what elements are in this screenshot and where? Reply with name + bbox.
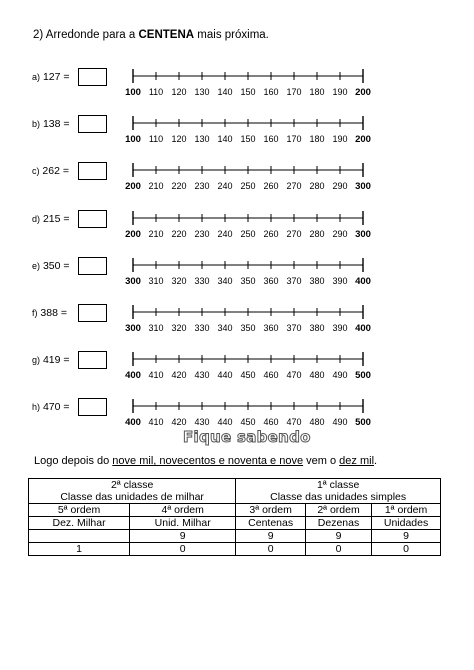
tick-label: 130 [194, 87, 210, 97]
answer-box[interactable] [78, 257, 107, 275]
tick-label: 490 [332, 417, 348, 428]
tick-label: 170 [286, 87, 302, 97]
tick-label: 230 [194, 181, 210, 192]
number-line [118, 349, 380, 385]
item-number: 215 = [42, 212, 70, 225]
tick-label: 300 [355, 228, 371, 240]
tick-label: 250 [240, 228, 256, 239]
answer-box[interactable] [78, 398, 107, 416]
title-suffix: mais próxima. [194, 29, 269, 41]
tick-label: 240 [217, 181, 233, 192]
tick-label: 240 [217, 228, 233, 239]
class1-name: Classe das unidades simples [270, 491, 407, 503]
value-cell: 9 [130, 530, 236, 543]
tick-label: 430 [194, 370, 210, 381]
answer-box[interactable] [78, 351, 107, 369]
tick-label: 100 [125, 87, 141, 98]
tick-label: 200 [125, 181, 141, 193]
tick-label: 260 [263, 181, 279, 192]
tick-label: 400 [125, 417, 141, 429]
name-cell: Centenas [236, 517, 306, 530]
value-cell: 0 [236, 543, 306, 556]
order-cell: 4ª ordem [130, 504, 236, 517]
tick-label: 230 [194, 228, 210, 239]
item-number: 127 = [42, 71, 70, 83]
answer-box[interactable] [78, 68, 107, 86]
tick-label: 360 [263, 275, 279, 286]
name-cell: Unidades [372, 517, 441, 530]
item-number: 262 = [42, 165, 69, 178]
tick-label: 220 [171, 181, 187, 192]
tick-label: 110 [148, 87, 164, 97]
tick-label: 500 [355, 370, 371, 382]
tick-label: 450 [240, 370, 256, 381]
tick-label: 320 [171, 323, 187, 333]
tick-label: 430 [194, 417, 210, 428]
item-label [32, 307, 78, 319]
class1-cell [236, 479, 441, 504]
item-number: 419 = [42, 354, 70, 367]
value-cell: 1 [29, 543, 130, 556]
tick-label: 490 [332, 370, 348, 381]
tick-label: 150 [240, 134, 256, 145]
item-label [32, 260, 78, 272]
item-letter: b) [32, 119, 41, 130]
tick-label: 380 [309, 275, 325, 286]
tick-label: 180 [309, 134, 325, 145]
exercise-title [33, 29, 269, 41]
tick-label: 200 [125, 228, 141, 240]
answer-box[interactable] [78, 115, 107, 133]
tick-label: 160 [263, 134, 279, 145]
class2-label: 2ª classe [110, 479, 154, 491]
tick-label: 450 [240, 417, 256, 428]
class2-name: Classe das unidades de milhar [60, 491, 204, 503]
tick-label: 320 [171, 275, 187, 286]
tick-label: 210 [148, 181, 164, 192]
para-underline-1: nove mil, novecentos e noventa e nove [112, 455, 304, 467]
tick-label: 390 [332, 323, 348, 333]
class1-label: 1ª classe [316, 479, 360, 491]
tick-label: 120 [171, 87, 187, 97]
tick-label: 340 [217, 323, 233, 333]
order-cell: 1ª ordem [372, 504, 441, 517]
tick-label: 100 [125, 134, 141, 146]
item-letter: e) [32, 260, 41, 271]
tick-label: 270 [286, 181, 302, 192]
tick-label: 350 [240, 275, 256, 286]
tick-label: 420 [171, 370, 187, 381]
tick-label: 130 [194, 134, 210, 145]
title-bold: CENTENA [138, 29, 195, 41]
tick-label: 280 [309, 181, 325, 192]
tick-label: 440 [217, 417, 233, 428]
fique-sabendo-heading: Fique sabendo [183, 428, 311, 446]
name-row [29, 517, 441, 530]
number-line [118, 396, 380, 432]
tick-label: 290 [332, 228, 348, 239]
tick-label: 300 [125, 323, 141, 334]
tick-label: 250 [240, 181, 256, 192]
para-text-1: Logo depois do [34, 455, 113, 467]
tick-label: 500 [355, 417, 371, 429]
number-line [118, 66, 380, 102]
item-number: 138 = [42, 118, 70, 131]
tick-label: 410 [148, 417, 164, 428]
para-text-2: vem o [303, 455, 340, 467]
tick-label: 310 [148, 275, 164, 286]
tick-label: 120 [171, 134, 187, 145]
value-cell: 0 [372, 543, 441, 556]
tick-label: 150 [240, 87, 256, 97]
number-line [118, 208, 380, 244]
tick-label: 460 [263, 417, 279, 428]
tick-label: 290 [332, 181, 348, 192]
para-underline-2: dez mil [339, 455, 375, 467]
number-line [118, 302, 380, 338]
item-letter: f) [32, 308, 38, 318]
value-row-b [29, 543, 441, 556]
value-cell: 9 [305, 530, 371, 543]
value-row-a [29, 530, 441, 543]
tick-label: 160 [263, 87, 279, 97]
tick-label: 370 [286, 275, 302, 286]
class2-cell [29, 479, 236, 504]
number-line [118, 255, 380, 291]
value-cell: 9 [372, 530, 441, 543]
item-letter: d) [32, 213, 41, 224]
tick-label: 210 [148, 228, 164, 239]
item-number: 350 = [42, 259, 70, 272]
order-cell: 3ª ordem [236, 504, 306, 517]
value-cell: 0 [305, 543, 371, 556]
tick-label: 480 [309, 370, 325, 381]
tick-label: 260 [263, 228, 279, 239]
name-cell: Dezenas [305, 517, 371, 530]
item-letter: c) [32, 166, 40, 177]
answer-box[interactable] [78, 210, 107, 228]
tick-label: 180 [309, 87, 325, 97]
tick-label: 170 [286, 134, 302, 145]
tick-label: 460 [263, 370, 279, 381]
tick-label: 400 [355, 323, 371, 334]
para-text-3: . [374, 455, 378, 467]
tick-label: 140 [217, 134, 233, 145]
tick-label: 380 [309, 323, 325, 333]
item-label [32, 165, 78, 177]
tick-label: 470 [286, 417, 302, 428]
tick-label: 200 [355, 87, 371, 98]
value-cell [29, 530, 130, 543]
item-number: 388 = [40, 307, 67, 319]
name-cell: Dez. Milhar [29, 517, 130, 530]
title-prefix: 2) Arredonde para a [33, 29, 139, 41]
order-cell: 2ª ordem [305, 504, 371, 517]
tick-label: 350 [240, 323, 256, 333]
item-label [32, 401, 78, 413]
tick-label: 140 [217, 87, 233, 97]
tick-label: 420 [171, 417, 187, 428]
tick-label: 480 [309, 417, 325, 428]
tick-label: 410 [148, 370, 164, 381]
tick-label: 470 [286, 370, 302, 381]
place-value-table [28, 478, 441, 556]
class-row [29, 479, 441, 504]
number-line [118, 113, 380, 149]
tick-label: 300 [355, 181, 371, 193]
tick-label: 200 [355, 134, 371, 146]
info-paragraph [34, 455, 377, 467]
item-label [32, 354, 78, 366]
tick-label: 370 [286, 323, 302, 333]
item-number: 470 = [42, 401, 70, 414]
tick-label: 310 [148, 323, 164, 333]
tick-label: 190 [332, 87, 348, 97]
item-letter: a) [32, 72, 41, 82]
tick-label: 110 [148, 134, 164, 145]
tick-label: 390 [332, 275, 348, 286]
order-row [29, 504, 441, 517]
tick-label: 330 [194, 275, 210, 286]
tick-label: 330 [194, 323, 210, 333]
tick-label: 340 [217, 275, 233, 286]
tick-label: 360 [263, 323, 279, 333]
item-letter: g) [32, 355, 41, 366]
value-cell: 9 [236, 530, 306, 543]
item-label [32, 71, 78, 83]
answer-box[interactable] [78, 162, 107, 180]
item-letter: h) [32, 402, 41, 413]
name-cell: Unid. Milhar [130, 517, 236, 530]
tick-label: 400 [125, 370, 141, 382]
tick-label: 270 [286, 228, 302, 239]
tick-label: 190 [332, 134, 348, 145]
order-cell: 5ª ordem [29, 504, 130, 517]
number-line [118, 160, 380, 196]
tick-label: 280 [309, 228, 325, 239]
tick-label: 400 [355, 275, 371, 287]
tick-label: 300 [125, 275, 141, 287]
item-label [32, 213, 78, 225]
answer-box[interactable] [78, 304, 107, 322]
tick-label: 220 [171, 228, 187, 239]
item-label [32, 118, 78, 130]
tick-label: 440 [217, 370, 233, 381]
value-cell: 0 [130, 543, 236, 556]
